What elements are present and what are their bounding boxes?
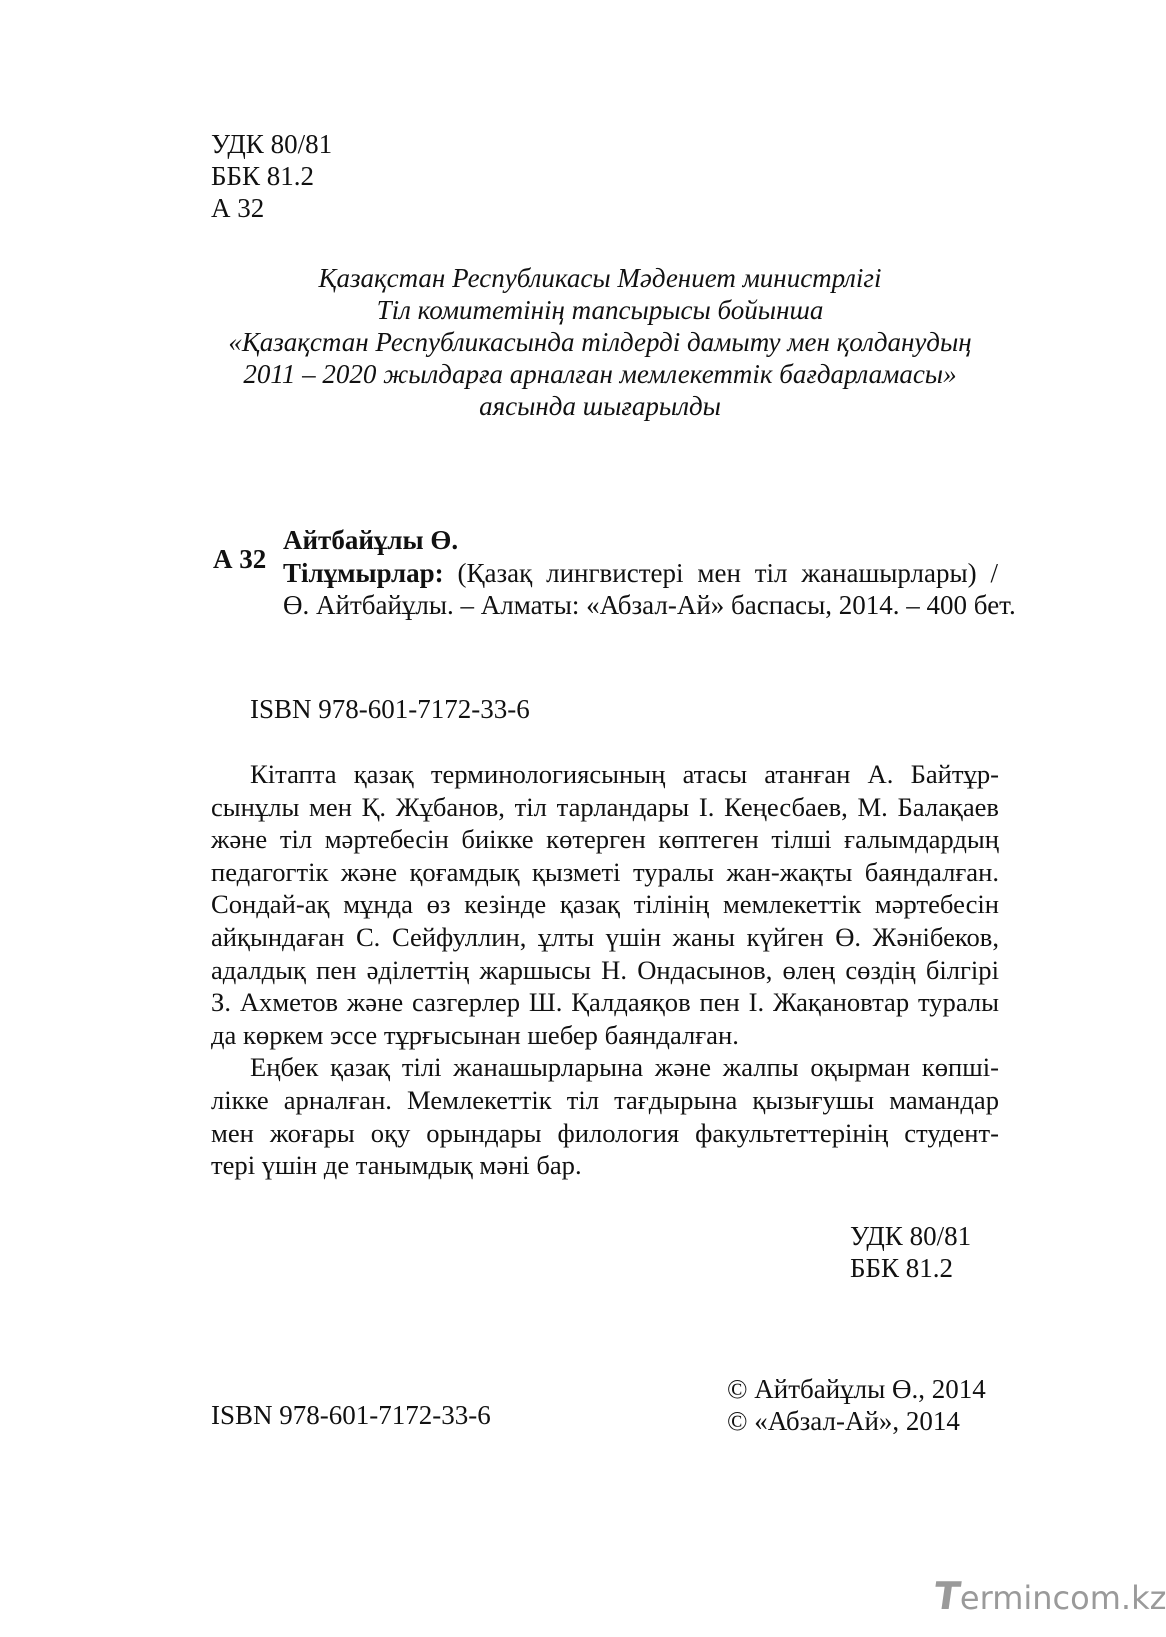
watermark-tail: m.kz xyxy=(1089,1579,1166,1617)
abstract-line: лікке арналған. Мемлекеттік тіл тағдырына қызығушы мамандар xyxy=(211,1084,999,1115)
abstract-line: да көркем эссе тұрғысынан шебер баяндалған. xyxy=(211,1019,739,1050)
classification-codes-top xyxy=(211,128,332,224)
abstract-line: Сондай-ақ мұнда өз кезінде қазақ тілінің мемлекеттік мәртебесін xyxy=(211,889,999,920)
book-abstract xyxy=(211,758,999,1182)
bbk-code: ББК 81.2 xyxy=(211,161,315,191)
copyright-author: © Айтбайұлы Ө., 2014 xyxy=(727,1374,986,1404)
udc-code: УДК 80/81 xyxy=(211,129,333,159)
abstract-line: мен жоғары оқу орындары филология факультеттерінің студент- xyxy=(211,1117,999,1148)
abstract-line: Кітапта қазақ терминологиясының атасы атанған А. Байтұр- xyxy=(250,759,999,789)
site-watermark xyxy=(930,1574,1166,1618)
catalog-author: Айтбайұлы Ө. xyxy=(283,525,459,555)
isbn-footer: ISBN 978-601-7172-33-6 xyxy=(211,1400,491,1430)
watermark-logo-t: T xyxy=(930,1574,964,1618)
abstract-line: тері үшін де танымдық мәні бар. xyxy=(211,1150,582,1181)
sponsor-line-4: 2011 – 2020 жылдарға арналған мемлекеттік бағдарламасы» xyxy=(243,359,957,389)
watermark-o: o xyxy=(1070,1579,1090,1617)
catalog-description xyxy=(283,557,1016,621)
abstract-line: айқындаған С. Сейфуллин, ұлты үшін жаны күйген Ө. Жәнібеков, xyxy=(211,921,999,952)
author-sign: А 32 xyxy=(211,193,265,223)
udc-code: УДК 80/81 xyxy=(850,1221,972,1251)
sponsor-line-2: Тіл комитетінің тапсырысы бойынша xyxy=(376,295,824,325)
catalog-imprint: Ө. Айтбайұлы. – Алматы: «Абзал-Ай» баспасы, 2014. – 400 бет. xyxy=(283,590,1016,620)
abstract-line: сынұлы мен Қ. Жұбанов, тіл тарландары І. Кеңесбаев, М. Балақаев xyxy=(211,791,999,822)
abstract-line: Еңбек қазақ тілі жанашырларына және жалпы оқырман көпші- xyxy=(250,1052,999,1083)
sponsor-line-5: аясында шығарылды xyxy=(479,391,721,421)
isbn-catalog: ISBN 978-601-7172-33-6 xyxy=(250,694,530,724)
bbk-code: ББК 81.2 xyxy=(850,1253,954,1283)
abstract-line: педагогтік және қоғамдық қызметі туралы жан-жақты баяндалған. xyxy=(211,856,999,887)
book-subtitle: (Қазақ лингвистері мен тіл жанашырлары) / xyxy=(457,558,998,588)
sponsor-line-1: Қазақстан Республикасы Мәдениет министрлігі xyxy=(318,263,882,293)
book-title: Тілұмырлар: xyxy=(283,558,444,588)
abstract-line: адалдық пен әділеттің жаршысы Н. Ондасынов, өлең сөздің білгірі xyxy=(211,954,999,985)
copyright-notices xyxy=(727,1373,986,1437)
sponsor-line-3: «Қазақстан Республикасында тілдерді дамыту мен қолданудың xyxy=(228,327,972,357)
copyright-publisher: © «Абзал-Ай», 2014 xyxy=(727,1406,960,1436)
classification-codes-bottom xyxy=(850,1220,971,1284)
watermark-text: erminc xyxy=(959,1579,1071,1617)
abstract-line: З. Ахметов және сазгерлер Ш. Қалдаяқов пен І. Жақановтар туралы xyxy=(211,987,999,1018)
catalog-title-line xyxy=(283,557,998,589)
sponsor-note xyxy=(150,262,1050,422)
abstract-line: және тіл мәртебесін биікке көтерген көптеген тілші ғалымдардың xyxy=(211,824,999,855)
catalog-code: А 32 xyxy=(213,544,267,574)
